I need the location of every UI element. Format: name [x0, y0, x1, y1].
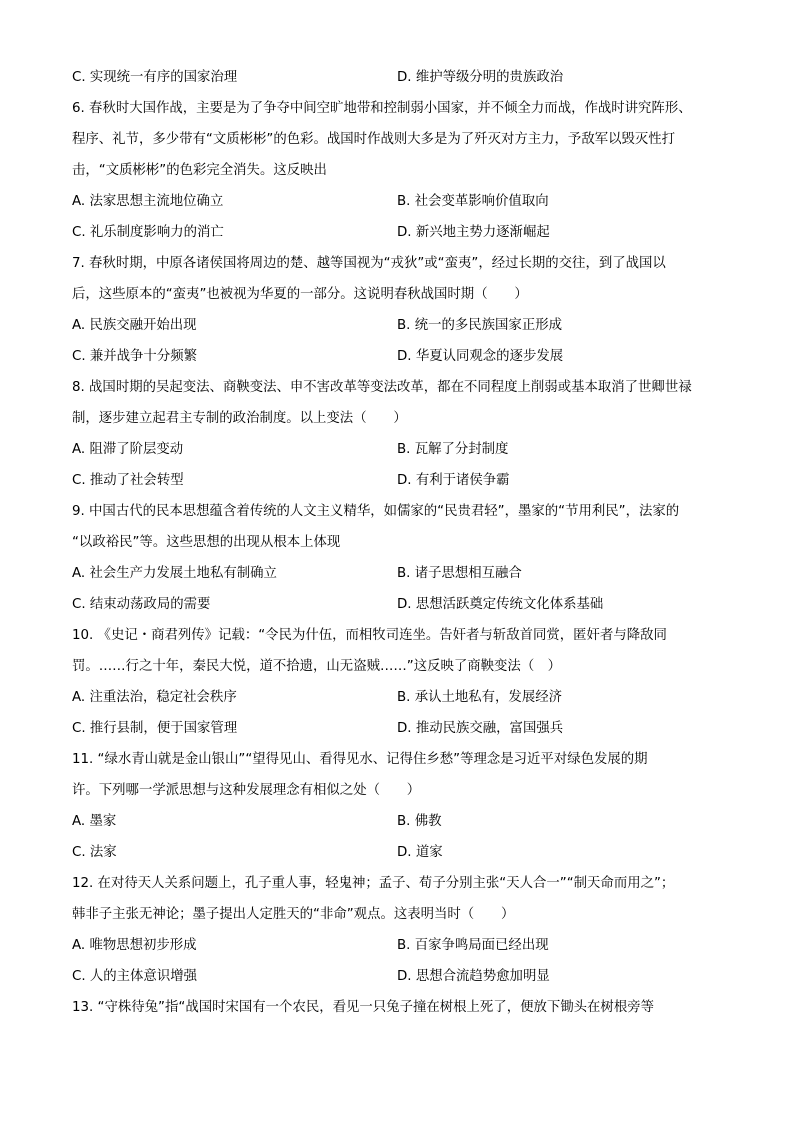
- option-right: D. 推动民族交融，富国强兵: [397, 721, 564, 736]
- question-text-line: 8. 战国时期的吴起变法、商鞅变法、申不害改革等变法改革，都在不同程度上削弱或基本取消了世卿世禄: [72, 380, 692, 395]
- question-text-line: 制，逐步建立起君主专制的政治制度。以上变法（ ）: [72, 411, 407, 426]
- option-left: C. 推行县制，便于国家管理: [72, 721, 238, 736]
- question-text-line: 许。下列哪一学派思想与这种发展理念有相似之处（ ）: [72, 783, 421, 798]
- option-left: C. 人的主体意识增强: [72, 969, 197, 984]
- option-row: [72, 341, 722, 372]
- option-left: C. 兼并战争十分频繁: [72, 349, 197, 364]
- option-row: [72, 217, 722, 248]
- option-left: C. 结束动荡政局的需要: [72, 597, 211, 612]
- question-text-line: 6. 春秋时大国作战，主要是为了争夺中间空旷地带和控制弱小国家，并不倾全力而战，作战时讲究阵形、: [72, 101, 692, 116]
- option-row: [72, 713, 722, 744]
- question-text-line: 13. “守株待兔”指“战国时宋国有一个农民，看见一只兔子撞在树根上死了，便放下锄头在树根旁等: [72, 1000, 654, 1015]
- option-row: [72, 62, 722, 93]
- question-text-line: 韩非子主张无神论；墨子提出人定胜天的“非命”观点。这表明当时（ ）: [72, 907, 515, 922]
- question-text-line: 后，这些原本的“蛮夷”也被视为华夏的一部分。这说明春秋战国时期（ ）: [72, 287, 528, 302]
- option-right: B. 佛教: [397, 814, 442, 829]
- option-left: C. 推动了社会转型: [72, 473, 184, 488]
- exam-page: [72, 62, 722, 1023]
- option-left: A. 社会生产力发展土地私有制确立: [72, 566, 277, 581]
- option-row: [72, 682, 722, 713]
- question-text-line: 程序、礼节，多少带有“文质彬彬”的色彩。战国时作战则大多是为了歼灭对方主力，予敌军以毁灭性打: [72, 132, 676, 147]
- option-row: [72, 558, 722, 589]
- option-left: A. 唯物思想初步形成: [72, 938, 197, 953]
- option-row: [72, 930, 722, 961]
- option-right: D. 华夏认同观念的逐步发展: [397, 349, 564, 364]
- option-left: A. 注重法治，稳定社会秩序: [72, 690, 237, 705]
- option-right: D. 道家: [397, 845, 443, 860]
- question-text-line: “以政裕民”等。这些思想的出现从根本上体现: [72, 535, 341, 550]
- option-left: A. 法家思想主流地位确立: [72, 194, 224, 209]
- question-text-line: 7. 春秋时期，中原各诸侯国将周边的楚、越等国视为“戎狄”或“蛮夷”，经过长期的交往，到了战国以: [72, 256, 666, 271]
- option-row: [72, 589, 722, 620]
- option-left: C. 实现统一有序的国家治理: [72, 70, 238, 85]
- option-right: B. 承认土地私有，发展经济: [397, 690, 562, 705]
- option-row: [72, 806, 722, 837]
- option-row: [72, 837, 722, 868]
- option-right: D. 有利于诸侯争霸: [397, 473, 510, 488]
- option-right: B. 统一的多民族国家正形成: [397, 318, 562, 333]
- option-right: B. 社会变革影响价值取向: [397, 194, 549, 209]
- option-left: A. 墨家: [72, 814, 117, 829]
- option-right: B. 瓦解了分封制度: [397, 442, 509, 457]
- option-row: [72, 961, 722, 992]
- option-right: D. 新兴地主势力逐渐崛起: [397, 225, 550, 240]
- option-right: D. 思想活跃奠定传统文化体系基础: [397, 597, 604, 612]
- option-row: [72, 465, 722, 496]
- question-text-line: 击，“文质彬彬”的色彩完全消失。这反映出: [72, 163, 327, 178]
- option-left: C. 礼乐制度影响力的消亡: [72, 225, 224, 240]
- option-right: D. 维护等级分明的贵族政治: [397, 70, 564, 85]
- option-left: A. 民族交融开始出现: [72, 318, 197, 333]
- question-text-line: 10. 《史记・商君列传》记载：“令民为什伍，而相牧司连坐。告奸者与斩敌首同赏，匿奸者与降敌同: [72, 628, 667, 643]
- option-left: C. 法家: [72, 845, 117, 860]
- option-right: D. 思想合流趋势愈加明显: [397, 969, 550, 984]
- question-text-line: 罚。……行之十年，秦民大悦，道不拾遗，山无盗贼……”这反映了商鞅变法（ ）: [72, 659, 561, 674]
- question-text-line: 12. 在对待天人关系问题上，孔子重人事，轻鬼神；孟子、荀子分别主张“天人合一”“制天命而用之”；: [72, 876, 675, 891]
- question-text-line: 11. “绿水青山就是金山银山”“望得见山、看得见水、记得住乡愁”等理念是习近平对绿色发展的期: [72, 752, 648, 767]
- option-row: [72, 186, 722, 217]
- option-row: [72, 434, 722, 465]
- option-right: B. 百家争鸣局面已经出现: [397, 938, 549, 953]
- option-left: A. 阻滞了阶层变动: [72, 442, 184, 457]
- option-row: [72, 310, 722, 341]
- option-right: B. 诸子思想相互融合: [397, 566, 522, 581]
- question-text-line: 9. 中国古代的民本思想蕴含着传统的人文主义精华，如儒家的“民贵君轻”，墨家的“节用利民”，法家的: [72, 504, 680, 519]
